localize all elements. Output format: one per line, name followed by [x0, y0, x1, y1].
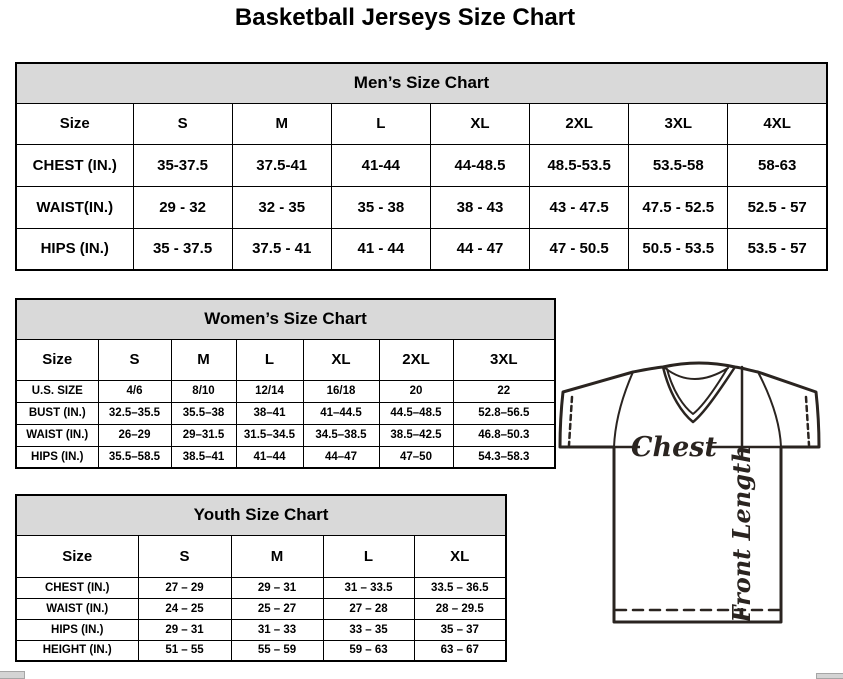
- men-size-cell: 44 - 47: [430, 228, 529, 270]
- men-size-cell: 29 - 32: [133, 186, 232, 228]
- page-title: Basketball Jerseys Size Chart: [234, 4, 576, 31]
- men-size-cell: 47.5 - 52.5: [629, 186, 728, 228]
- men-size-cell: 35 - 37.5: [133, 228, 232, 270]
- men-column-header: L: [331, 103, 430, 144]
- youth-size-table: [15, 494, 505, 662]
- women-column-header: 2XL: [379, 339, 453, 380]
- women-size-cell: 35.5–58.5: [98, 446, 171, 468]
- youth-size-cell: 33.5 – 36.5: [414, 577, 506, 598]
- women-column-header: 3XL: [453, 339, 555, 380]
- youth-row-label: HEIGHT (IN.): [16, 640, 138, 661]
- youth-row-label: HIPS (IN.): [16, 619, 138, 640]
- men-data-row: [16, 144, 827, 186]
- women-size-cell: 54.3–58.3: [453, 446, 555, 468]
- men-column-header: 2XL: [530, 103, 629, 144]
- youth-column-header: XL: [414, 535, 506, 577]
- women-data-row: [16, 380, 555, 402]
- men-size-cell: 53.5-58: [629, 144, 728, 186]
- youth-size-cell: 63 – 67: [414, 640, 506, 661]
- women-size-cell: 46.8–50.3: [453, 424, 555, 446]
- youth-size-cell: 27 – 29: [138, 577, 231, 598]
- women-size-cell: 31.5–34.5: [236, 424, 303, 446]
- women-size-cell: 8/10: [171, 380, 236, 402]
- youth-size-cell: 31 – 33.5: [323, 577, 414, 598]
- men-row-label: CHEST (IN.): [16, 144, 133, 186]
- women-row-label: BUST (IN.): [16, 402, 98, 424]
- men-column-header: XL: [430, 103, 529, 144]
- youth-size-cell: 55 – 59: [231, 640, 323, 661]
- jersey-measurement-diagram: [558, 352, 842, 626]
- women-data-row: [16, 446, 555, 468]
- women-row-label: U.S. SIZE: [16, 380, 98, 402]
- women-column-header: S: [98, 339, 171, 380]
- women-size-cell: 38–41: [236, 402, 303, 424]
- youth-data-row: [16, 577, 506, 598]
- youth-column-header: Size: [16, 535, 138, 577]
- youth-size-cell: 31 – 33: [231, 619, 323, 640]
- youth-column-header-row: [16, 535, 506, 577]
- men-size-cell: 44-48.5: [430, 144, 529, 186]
- men-size-cell: 47 - 50.5: [530, 228, 629, 270]
- youth-column-header: L: [323, 535, 414, 577]
- youth-size-cell: 59 – 63: [323, 640, 414, 661]
- men-table-title: Men’s Size Chart: [16, 63, 827, 103]
- women-size-cell: 38.5–42.5: [379, 424, 453, 446]
- youth-size-cell: 24 – 25: [138, 598, 231, 619]
- women-size-cell: 16/18: [303, 380, 379, 402]
- women-column-header-row: [16, 339, 555, 380]
- men-column-header: Size: [16, 103, 133, 144]
- women-size-cell: 44–47: [303, 446, 379, 468]
- women-size-cell: 41–44.5: [303, 402, 379, 424]
- youth-size-cell: 27 – 28: [323, 598, 414, 619]
- youth-size-cell: 51 – 55: [138, 640, 231, 661]
- men-size-cell: 35-37.5: [133, 144, 232, 186]
- womens-size-table: [15, 298, 554, 469]
- youth-column-header: S: [138, 535, 231, 577]
- men-column-header: 3XL: [629, 103, 728, 144]
- men-size-cell: 43 - 47.5: [530, 186, 629, 228]
- men-size-cell: 37.5 - 41: [232, 228, 331, 270]
- men-data-row: [16, 228, 827, 270]
- women-size-cell: 47–50: [379, 446, 453, 468]
- women-data-row: [16, 424, 555, 446]
- men-column-header: S: [133, 103, 232, 144]
- women-size-cell: 29–31.5: [171, 424, 236, 446]
- men-size-cell: 41-44: [331, 144, 430, 186]
- women-size-cell: 41–44: [236, 446, 303, 468]
- youth-size-cell: 25 – 27: [231, 598, 323, 619]
- front-length-label: Front Length: [727, 445, 756, 623]
- women-size-cell: 22: [453, 380, 555, 402]
- youth-size-cell: 29 – 31: [138, 619, 231, 640]
- jersey-outline: [560, 363, 819, 622]
- youth-row-label: WAIST (IN.): [16, 598, 138, 619]
- women-row-label: WAIST (IN.): [16, 424, 98, 446]
- men-size-cell: 38 - 43: [430, 186, 529, 228]
- men-size-cell: 48.5-53.5: [530, 144, 629, 186]
- women-size-cell: 12/14: [236, 380, 303, 402]
- mens-size-table: [15, 62, 828, 271]
- men-size-cell: 53.5 - 57: [728, 228, 827, 270]
- women-size-cell: 32.5–35.5: [98, 402, 171, 424]
- men-size-cell: 35 - 38: [331, 186, 430, 228]
- men-column-header: M: [232, 103, 331, 144]
- women-size-cell: 38.5–41: [171, 446, 236, 468]
- youth-data-row: [16, 598, 506, 619]
- youth-column-header: M: [231, 535, 323, 577]
- men-size-cell: 32 - 35: [232, 186, 331, 228]
- women-size-cell: 20: [379, 380, 453, 402]
- women-column-header: M: [171, 339, 236, 380]
- men-row-label: HIPS (IN.): [16, 228, 133, 270]
- women-column-header: Size: [16, 339, 98, 380]
- chest-label: Chest: [631, 432, 717, 463]
- women-row-label: HIPS (IN.): [16, 446, 98, 468]
- youth-data-row: [16, 640, 506, 661]
- youth-table-title: Youth Size Chart: [16, 495, 506, 535]
- scrollbar-fragment-left[interactable]: [0, 671, 25, 679]
- women-size-cell: 4/6: [98, 380, 171, 402]
- scrollbar-fragment-right[interactable]: [816, 673, 843, 679]
- men-size-cell: 52.5 - 57: [728, 186, 827, 228]
- men-size-cell: 50.5 - 53.5: [629, 228, 728, 270]
- youth-data-row: [16, 619, 506, 640]
- women-column-header: L: [236, 339, 303, 380]
- men-column-header-row: [16, 103, 827, 144]
- youth-row-label: CHEST (IN.): [16, 577, 138, 598]
- men-size-cell: 41 - 44: [331, 228, 430, 270]
- women-size-cell: 52.8–56.5: [453, 402, 555, 424]
- men-row-label: WAIST(IN.): [16, 186, 133, 228]
- men-column-header: 4XL: [728, 103, 827, 144]
- women-size-cell: 35.5–38: [171, 402, 236, 424]
- men-data-row: [16, 186, 827, 228]
- youth-size-cell: 33 – 35: [323, 619, 414, 640]
- youth-size-cell: 28 – 29.5: [414, 598, 506, 619]
- women-column-header: XL: [303, 339, 379, 380]
- men-size-cell: 37.5-41: [232, 144, 331, 186]
- women-table-title: Women’s Size Chart: [16, 299, 555, 339]
- men-size-cell: 58-63: [728, 144, 827, 186]
- women-size-cell: 26–29: [98, 424, 171, 446]
- women-size-cell: 34.5–38.5: [303, 424, 379, 446]
- women-data-row: [16, 402, 555, 424]
- youth-size-cell: 35 – 37: [414, 619, 506, 640]
- women-size-cell: 44.5–48.5: [379, 402, 453, 424]
- youth-size-cell: 29 – 31: [231, 577, 323, 598]
